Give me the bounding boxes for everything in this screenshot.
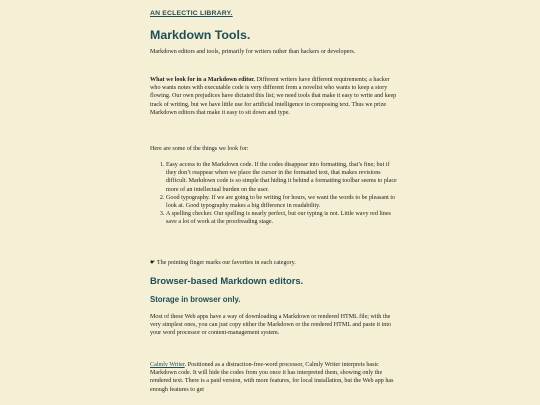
favorites-note-text: The pointing finger marks our favorites in each category.	[156, 260, 296, 266]
pointing-finger-icon: ☛	[150, 259, 156, 266]
looking-for-paragraph: Here are some of the things we look for:	[150, 146, 249, 152]
list-item: 3. A spelling checker. Our spelling is nearly perfect, but our typing is not. Little wavy red lines save a lot of work at the proofreading stage.	[166, 210, 398, 226]
criteria-text: Different writers have different requirements; a hacker who wants notes with executable code is very different from a novelist who wants to keep a story flowing. Our own prejudices have dictated this list; we need tools that make it easy to write and keep track of writing, but we have little use for artificial intelligence in composing text. Thus we prize Markdown editors that make it easy to sit down and type.	[150, 77, 397, 116]
calmly-text: . Positioned as a distraction-free-word processor, Calmly Writer interprets basic Markdown code. It will hide the codes from you once it has interpreted them, showing only the rendered text. There is a paid version, with more features, for local installation, but the Web app has enough features to get	[150, 362, 394, 393]
subsection-heading: Storage in browser only.	[150, 295, 241, 304]
page-title: Markdown Tools.	[150, 28, 251, 42]
favorites-note	[150, 259, 398, 267]
storage-paragraph: Most of these Web apps have a way of downloading a Markdown or rendered HTML file; with the very simplest ones, you can just copy either the Markdown or the rendered HTML and paste it into your word processor or content-management system.	[150, 314, 392, 337]
criteria-paragraph	[150, 76, 398, 117]
calmly-paragraph	[150, 361, 398, 394]
criteria-list	[150, 161, 398, 227]
list-item: 1. Easy access to the Markdown code. If the codes disappear into formatting, that’s fine; but if they don’t reappear when we place the cursor in the formatted text, that makes revisions difficult. Markdown code is so simple that hiding it behind a formatting toolbar seems to place more of an intellectual burden on the user.	[166, 161, 398, 194]
section-heading: Browser-based Markdown editors.	[150, 275, 304, 286]
intro-paragraph: Markdown editors and tools, primarily for writers rather than hackers or developers.	[150, 49, 356, 55]
list-item: 2. Good typography. If we are going to be writing for hours, we want the words to be pleasant to look at. Good typography makes a big difference in readability.	[166, 194, 398, 210]
criteria-lead: What we look for in a Markdown editor.	[150, 77, 255, 83]
library-home-link[interactable]: AN ECLECTIC LIBRARY.	[150, 10, 233, 17]
calmly-writer-link[interactable]: Calmly Writer	[150, 362, 185, 368]
